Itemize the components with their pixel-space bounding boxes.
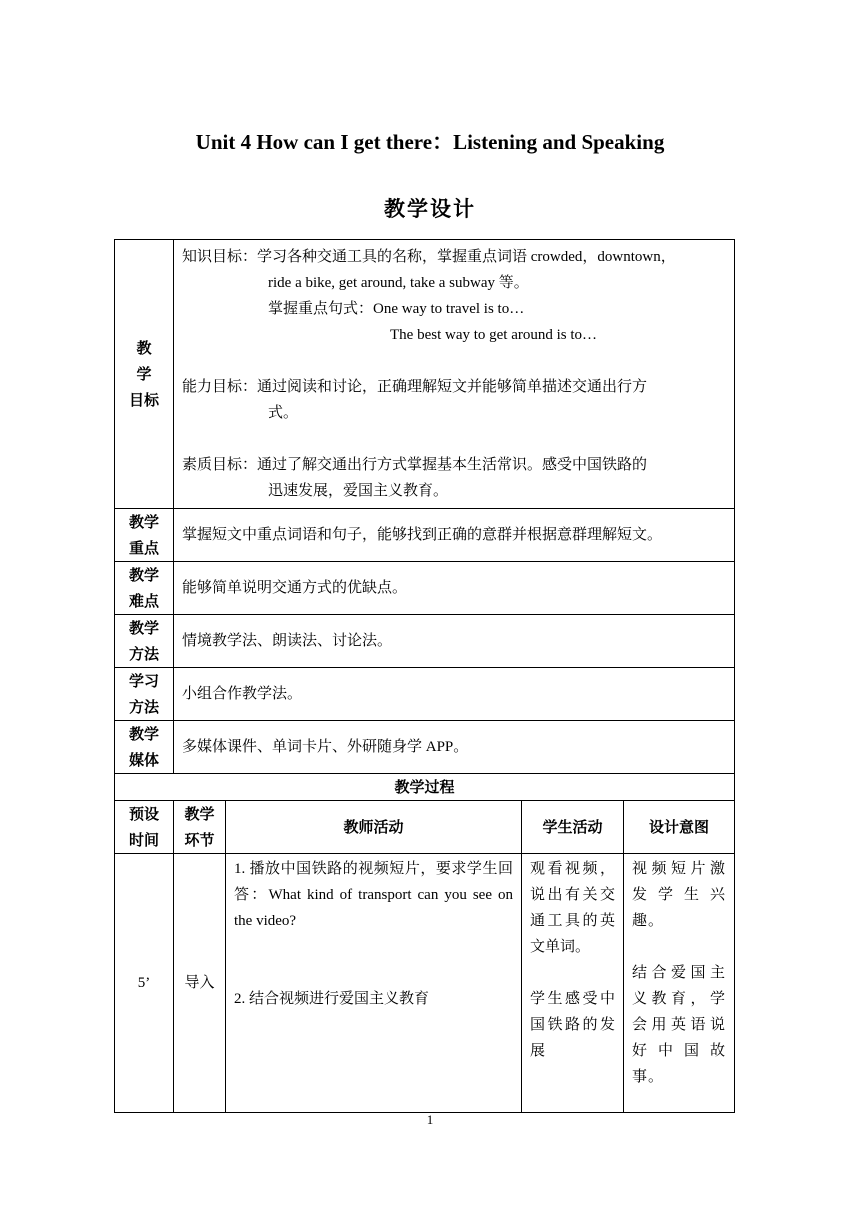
row-content: 掌握短文中重点词语和句子，能够找到正确的意群并根据意群理解短文。: [174, 509, 735, 562]
row-content: 能够简单说明交通方式的优缺点。: [174, 562, 735, 615]
knowledge-goal-line2: ride a bike, get around, take a subway 等。: [268, 275, 529, 291]
teaching-methods-row: [115, 615, 735, 668]
row-label-line: 教学: [128, 566, 159, 584]
row-label: [115, 721, 174, 774]
goals-content-cell: [174, 240, 735, 509]
knowledge-goal-line1: 学习各种交通工具的名称，掌握重点词语 crowded，downtown，: [257, 249, 676, 265]
header-time-line: 预设: [128, 805, 159, 823]
row-label: [115, 562, 174, 615]
teacher-activity-1: 1. 播放中国铁路的视频短片，要求学生回答：What kind of transport can you see on the video?: [234, 861, 513, 929]
teacher-activity-2: 2. 结合视频进行爱国主义教育: [234, 991, 430, 1007]
goals-label-1: 教: [136, 339, 152, 357]
process-stage: 导入: [174, 854, 226, 1113]
key-points-row: [115, 509, 735, 562]
header-teacher-activity: 教师活动: [226, 801, 522, 854]
process-time: 5’: [115, 854, 174, 1113]
ability-goal: [182, 374, 726, 400]
knowledge-goal-line4: The best way to get around is to…: [390, 327, 598, 343]
quality-goal-line2: 迅速发展，爱国主义教育。: [268, 483, 449, 499]
student-activity-2: 学生感受中国铁路的发展: [530, 991, 615, 1059]
page-number: 1: [426, 1112, 434, 1127]
header-stage: [174, 801, 226, 854]
student-activity-cell: [522, 854, 624, 1113]
knowledge-goal: [182, 244, 726, 270]
row-label-line: 教学: [128, 513, 159, 531]
header-design-intent: 设计意图: [624, 801, 735, 854]
student-activity-1: 观看视频，说出有关交通工具的英文单词。: [530, 861, 615, 955]
row-label: [115, 509, 174, 562]
design-intent-1: 视频短片激发学生兴趣。: [632, 861, 726, 929]
design-intent-cell: [624, 854, 735, 1113]
row-label-line: 重点: [128, 539, 159, 557]
document-subtitle: 教学设计: [384, 197, 476, 221]
quality-goal-line1: 通过了解交通出行方式掌握基本生活常识。感受中国铁路的: [257, 457, 648, 473]
header-stage-line: 教学: [184, 805, 215, 823]
media-row: [115, 721, 735, 774]
spacer: [632, 934, 726, 960]
process-row: [115, 854, 735, 1113]
goals-label-3: 目标: [128, 391, 159, 409]
document-title: Unit 4 How can I get there：Listening and Speaking: [195, 130, 665, 154]
process-title: 教学过程: [115, 774, 735, 801]
goals-label-2: 学: [136, 365, 152, 383]
row-content: 情境教学法、朗读法、讨论法。: [174, 615, 735, 668]
row-label-line: 方法: [128, 698, 159, 716]
ability-goal-line1: 通过阅读和讨论，正确理解短文并能够简单描述交通出行方: [257, 379, 648, 395]
row-label-line: 教学: [128, 725, 159, 743]
spacer: [182, 426, 726, 452]
spacer: [530, 960, 615, 986]
row-label-line: 媒体: [128, 751, 159, 769]
row-label-line: 难点: [128, 592, 159, 610]
row-label-line: 教学: [128, 619, 159, 637]
goals-row: [115, 240, 735, 509]
goals-label-cell: [115, 240, 174, 509]
spacer: [182, 348, 726, 374]
quality-goal-head: 素质目标：: [182, 457, 258, 473]
row-label-line: 方法: [128, 645, 159, 663]
ability-goal-head: 能力目标：: [182, 379, 258, 395]
header-stage-line: 环节: [184, 831, 215, 849]
teacher-activity-cell: [226, 854, 522, 1113]
quality-goal: [182, 452, 726, 478]
lesson-plan-table: [114, 239, 735, 1113]
row-label-line: 学习: [128, 672, 159, 690]
header-time-line: 时间: [128, 831, 159, 849]
ability-goal-line2: 式。: [268, 405, 299, 421]
spacer: [234, 934, 513, 986]
row-content: 多媒体课件、单词卡片、外研随身学 APP。: [174, 721, 735, 774]
knowledge-goal-head: 知识目标：: [182, 249, 258, 265]
learning-methods-row: [115, 668, 735, 721]
row-content: 小组合作教学法。: [174, 668, 735, 721]
design-intent-2: 结合爱国主义教育，学会用英语说好中国故事。: [632, 965, 726, 1085]
knowledge-goal-line3: 掌握重点句式：One way to travel is to…: [268, 301, 525, 317]
row-label: [115, 668, 174, 721]
header-student-activity: 学生活动: [522, 801, 624, 854]
process-header-row: [115, 801, 735, 854]
difficulties-row: [115, 562, 735, 615]
header-time: [115, 801, 174, 854]
row-label: [115, 615, 174, 668]
process-title-row: [115, 774, 735, 801]
